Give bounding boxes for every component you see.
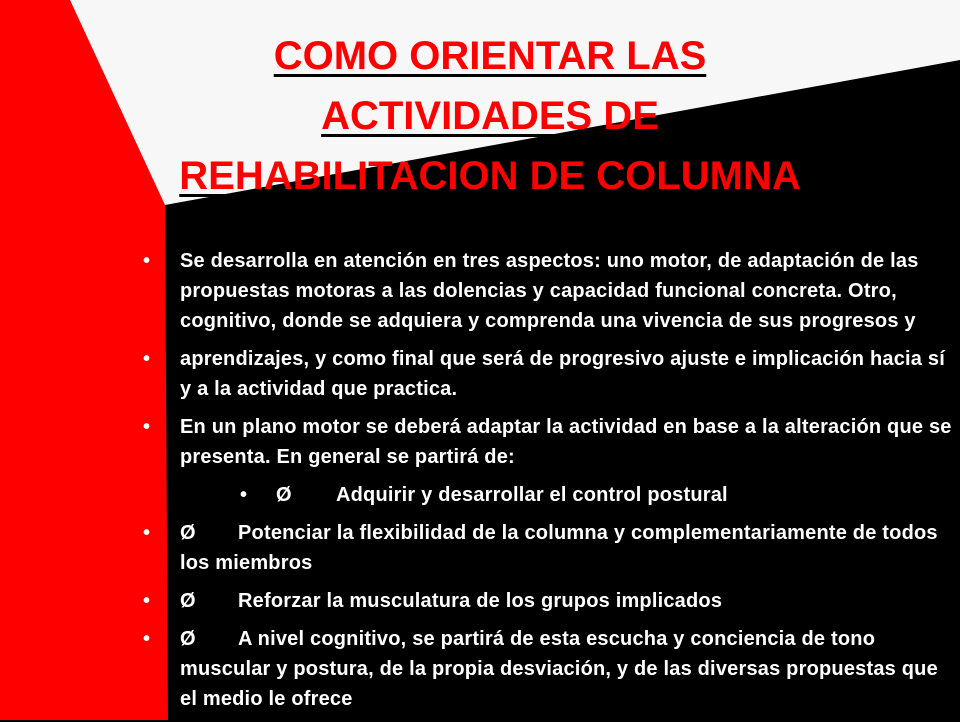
bullet-list [140,246,955,722]
arrow-symbol: Ø [180,522,196,544]
bullet-item [140,344,955,404]
bullet-dot-icon: • [240,484,248,506]
arrow-symbol: Ø [180,628,196,650]
title-line-2: ACTIVIDADES DE [321,94,659,138]
bullet-dot-icon: • [143,250,151,272]
slide-title [90,26,890,206]
arrow-symbol: Ø [180,590,196,612]
bullet-text: En un plano motor se deberá adaptar la actividad en base a la alteración que se presenta. En general se partirá de: [180,416,952,468]
title-line-1: COMO ORIENTAR LAS [273,34,707,78]
bullet-item [140,518,955,578]
bullet-text: aprendizajes, y como final que será de progresivo ajuste e implicación hacia sí y a la actividad que practica. [180,348,945,400]
bullet-text: Adquirir y desarrollar el control postural [336,484,728,506]
bullet-item [140,624,955,714]
bullet-dot-icon: • [143,522,151,544]
bullet-dot-icon: • [143,590,151,612]
title-line-3: REHABILITACION DE COLUMNA [179,154,801,198]
bullet-item [140,412,955,472]
bullet-text: Reforzar la musculatura de los grupos implicados [238,590,723,612]
bullet-dot-icon: • [143,348,151,370]
bullet-dot-icon: • [143,416,151,438]
arrow-symbol: Ø [276,484,292,506]
bullet-text: A nivel cognitivo, se partirá de esta escucha y conciencia de tono muscular y postura, de la propia desviación, y de las diversas propuestas que el medio le ofrece [180,628,938,710]
bullet-text: Potenciar la flexibilidad de la columna y complementariamente de todos los miembros [180,522,938,574]
bullet-item [140,246,955,336]
bullet-dot-icon: • [143,628,151,650]
bullet-item [140,586,955,616]
bullet-text: Se desarrolla en atención en tres aspectos: uno motor, de adaptación de las propuestas motoras a las dolencias y capacidad funcional concreta. Otro, cognitivo, donde se adquiera y comprenda una vivencia de sus progresos y [180,250,919,332]
sub-bullet-item [140,480,955,510]
